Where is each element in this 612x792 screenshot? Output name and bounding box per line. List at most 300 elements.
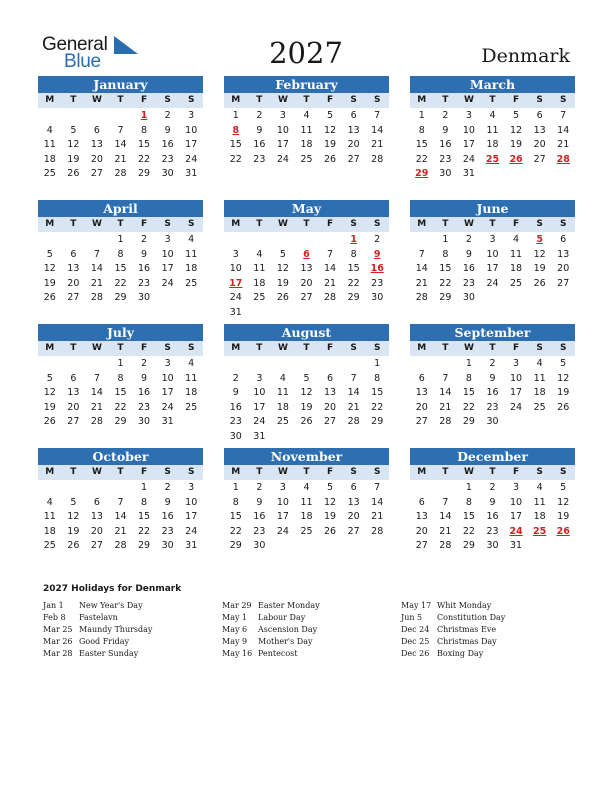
- month-november: [224, 448, 389, 554]
- empty-cell: [62, 109, 86, 124]
- day-cell: 21: [439, 401, 452, 413]
- holiday-name: Pentecost: [258, 649, 298, 658]
- weekday-header: [38, 465, 203, 480]
- day-cell: 4: [188, 358, 195, 369]
- holiday-date: Dec 26: [401, 649, 430, 658]
- day-cell: 3: [164, 358, 171, 369]
- weekday-header: [410, 217, 575, 232]
- day-cell: 7: [350, 372, 357, 384]
- day-cell: 18: [185, 263, 198, 275]
- day-cell: 20: [533, 139, 546, 151]
- day-cell: 7: [93, 248, 100, 260]
- month-december: [410, 448, 575, 554]
- day-cell: 6: [350, 482, 357, 493]
- day-cell: 19: [557, 387, 570, 399]
- holiday-name: New Year's Day: [79, 601, 143, 610]
- day-cell: 10: [276, 124, 289, 136]
- day-cell: 14: [90, 263, 103, 275]
- day-cell: 2: [374, 234, 381, 245]
- holiday-day-cell: 1: [140, 110, 148, 121]
- holiday-date: Mar 26: [43, 637, 73, 646]
- weekday-label: T: [256, 343, 263, 353]
- day-cell: 22: [138, 153, 151, 165]
- month-title: April: [38, 200, 203, 217]
- empty-cell: [248, 357, 272, 372]
- day-grid: [410, 108, 575, 182]
- day-cell: 6: [327, 372, 334, 384]
- day-cell: 28: [439, 416, 452, 428]
- day-cell: 1: [374, 358, 381, 369]
- day-cell: 23: [253, 153, 266, 165]
- day-cell: 15: [138, 511, 151, 523]
- day-cell: 2: [465, 234, 472, 245]
- day-cell: 19: [276, 277, 289, 289]
- day-cell: 14: [371, 496, 384, 508]
- day-cell: 14: [439, 511, 452, 523]
- day-cell: 30: [161, 168, 174, 180]
- holiday-date: May 1: [222, 613, 248, 622]
- day-cell: 17: [510, 387, 523, 399]
- weekday-label: T: [303, 467, 310, 477]
- day-cell: 17: [185, 139, 198, 151]
- day-cell: 18: [43, 525, 56, 537]
- holiday-row: [222, 612, 392, 624]
- day-grid: [224, 480, 389, 554]
- weekday-header: [224, 465, 389, 480]
- weekday-header: [410, 465, 575, 480]
- day-cell: 28: [324, 292, 337, 304]
- day-cell: 26: [324, 525, 337, 537]
- day-cell: 4: [46, 496, 53, 508]
- weekday-label: F: [140, 219, 148, 229]
- day-cell: 18: [486, 139, 499, 151]
- holiday-row: [43, 600, 213, 612]
- day-cell: 20: [347, 511, 360, 523]
- day-cell: 18: [300, 511, 313, 523]
- day-cell: 30: [138, 292, 151, 304]
- day-cell: 11: [185, 372, 198, 384]
- day-cell: 24: [185, 525, 198, 537]
- day-cell: 25: [300, 153, 313, 165]
- day-cell: 27: [67, 292, 80, 304]
- day-cell: 19: [43, 401, 56, 413]
- day-cell: 8: [374, 372, 381, 384]
- weekday-label: M: [231, 95, 241, 105]
- weekday-label: M: [417, 95, 427, 105]
- month-may: [224, 200, 389, 321]
- day-cell: 12: [300, 387, 313, 399]
- day-cell: 27: [300, 292, 313, 304]
- weekday-header: [224, 217, 389, 232]
- day-cell: 3: [188, 482, 195, 493]
- day-cell: 30: [462, 292, 475, 304]
- weekday-label: M: [45, 343, 55, 353]
- day-cell: 15: [114, 263, 127, 275]
- day-cell: 19: [557, 511, 570, 523]
- weekday-label: T: [70, 219, 77, 229]
- day-cell: 4: [536, 358, 543, 369]
- holiday-row: [222, 636, 392, 648]
- empty-cell: [224, 233, 248, 248]
- holiday-name: Whit Monday: [437, 601, 492, 610]
- day-cell: 27: [347, 153, 360, 165]
- day-cell: 19: [67, 525, 80, 537]
- day-cell: 25: [276, 416, 289, 428]
- weekday-header: [224, 341, 389, 356]
- day-cell: 12: [43, 387, 56, 399]
- day-cell: 8: [141, 124, 148, 136]
- day-cell: 5: [327, 110, 334, 121]
- weekday-label: M: [231, 343, 241, 353]
- weekday-label: T: [117, 343, 124, 353]
- weekday-label: S: [536, 343, 543, 353]
- day-cell: 5: [327, 482, 334, 493]
- holiday-row: [401, 648, 571, 660]
- holiday-day-cell: 17: [229, 277, 243, 289]
- day-cell: 30: [138, 416, 151, 428]
- day-cell: 21: [347, 401, 360, 413]
- day-cell: 17: [276, 511, 289, 523]
- day-cell: 21: [371, 139, 384, 151]
- holiday-name: Mother's Day: [258, 637, 313, 646]
- day-cell: 14: [324, 263, 337, 275]
- day-cell: 26: [324, 153, 337, 165]
- day-cell: 25: [43, 540, 56, 552]
- month-august: [224, 324, 389, 445]
- month-january: [38, 76, 203, 182]
- holiday-name: Good Friday: [79, 637, 130, 646]
- day-cell: 10: [229, 263, 242, 275]
- weekday-header: [38, 217, 203, 232]
- day-cell: 16: [439, 139, 452, 151]
- day-cell: 23: [161, 525, 174, 537]
- day-cell: 13: [67, 263, 80, 275]
- day-cell: 20: [300, 277, 313, 289]
- day-cell: 5: [46, 372, 53, 384]
- day-cell: 13: [347, 124, 360, 136]
- day-cell: 9: [232, 387, 239, 399]
- empty-cell: [109, 109, 133, 124]
- weekday-label: S: [187, 95, 195, 105]
- day-cell: 9: [141, 372, 148, 384]
- month-july: [38, 324, 203, 430]
- day-cell: 9: [256, 124, 263, 136]
- holiday-row: [222, 624, 392, 636]
- empty-cell: [271, 357, 295, 372]
- day-cell: 29: [347, 292, 360, 304]
- weekday-label: M: [45, 95, 55, 105]
- weekday-label: T: [256, 467, 263, 477]
- day-cell: 14: [114, 139, 127, 151]
- day-cell: 3: [232, 248, 239, 260]
- day-cell: 12: [510, 124, 523, 136]
- holiday-name: Maundy Thursday: [79, 625, 153, 634]
- weekday-label: W: [91, 467, 102, 477]
- day-cell: 4: [46, 124, 53, 136]
- weekday-label: S: [536, 95, 543, 105]
- day-cell: 28: [347, 416, 360, 428]
- weekday-label: S: [164, 467, 171, 477]
- day-cell: 16: [229, 401, 242, 413]
- holiday-row: [222, 600, 392, 612]
- holiday-day-cell: 6: [303, 248, 310, 260]
- day-cell: 25: [510, 277, 523, 289]
- empty-cell: [318, 233, 342, 248]
- day-cell: 2: [442, 110, 449, 121]
- holiday-name: Easter Monday: [258, 601, 320, 610]
- weekday-header: [224, 93, 389, 108]
- day-cell: 25: [533, 401, 546, 413]
- weekday-label: M: [231, 219, 241, 229]
- day-cell: 18: [533, 387, 546, 399]
- holiday-row: [401, 612, 571, 624]
- day-cell: 16: [161, 511, 174, 523]
- day-cell: 15: [462, 511, 475, 523]
- day-cell: 6: [93, 124, 100, 136]
- day-cell: 13: [324, 387, 337, 399]
- weekday-label: T: [489, 219, 496, 229]
- month-february: [224, 76, 389, 167]
- weekday-label: F: [140, 95, 148, 105]
- day-cell: 14: [90, 387, 103, 399]
- day-cell: 14: [557, 124, 570, 136]
- day-cell: 3: [279, 482, 286, 493]
- day-cell: 9: [164, 496, 171, 508]
- holiday-date: Mar 29: [222, 601, 252, 610]
- day-cell: 23: [138, 401, 151, 413]
- holiday-day-cell: 9: [373, 248, 381, 260]
- day-cell: 26: [67, 168, 80, 180]
- day-cell: 5: [46, 248, 53, 260]
- day-cell: 28: [439, 540, 452, 552]
- empty-cell: [85, 233, 109, 248]
- day-cell: 7: [560, 110, 567, 121]
- day-cell: 21: [439, 525, 452, 537]
- day-cell: 17: [161, 263, 174, 275]
- holiday-row: [43, 612, 213, 624]
- day-cell: 29: [229, 540, 242, 552]
- empty-cell: [38, 481, 62, 496]
- day-cell: 17: [276, 139, 289, 151]
- day-cell: 16: [161, 139, 174, 151]
- day-cell: 20: [415, 525, 428, 537]
- day-cell: 29: [138, 540, 151, 552]
- day-cell: 11: [533, 496, 546, 508]
- day-grid: [38, 108, 203, 182]
- day-cell: 2: [256, 110, 263, 121]
- day-cell: 10: [185, 496, 198, 508]
- day-grid: [410, 480, 575, 554]
- weekday-label: W: [463, 219, 474, 229]
- day-cell: 16: [138, 387, 151, 399]
- day-cell: 15: [229, 511, 242, 523]
- day-cell: 24: [462, 153, 475, 165]
- day-cell: 4: [303, 110, 310, 121]
- empty-cell: [295, 233, 319, 248]
- holiday-name: Fastelavn: [79, 613, 118, 622]
- day-cell: 20: [557, 263, 570, 275]
- day-cell: 16: [486, 387, 499, 399]
- country-name: Denmark: [481, 45, 570, 67]
- day-cell: 22: [462, 525, 475, 537]
- day-cell: 13: [415, 387, 428, 399]
- day-cell: 25: [253, 292, 266, 304]
- weekday-label: T: [442, 343, 449, 353]
- day-cell: 22: [439, 277, 452, 289]
- day-cell: 31: [161, 416, 174, 428]
- day-cell: 7: [117, 496, 124, 508]
- empty-cell: [62, 481, 86, 496]
- day-cell: 6: [560, 234, 567, 245]
- day-cell: 23: [486, 525, 499, 537]
- day-cell: 11: [510, 248, 523, 260]
- logo-blue-text: Blue: [64, 51, 101, 72]
- weekday-label: T: [117, 95, 124, 105]
- day-cell: 17: [161, 387, 174, 399]
- day-cell: 23: [486, 401, 499, 413]
- day-cell: 20: [67, 401, 80, 413]
- day-cell: 8: [465, 372, 472, 384]
- holiday-row: [43, 636, 213, 648]
- holiday-date: May 16: [222, 649, 253, 658]
- weekday-label: T: [303, 343, 310, 353]
- weekday-label: S: [187, 467, 195, 477]
- weekday-label: W: [277, 95, 288, 105]
- day-cell: 29: [439, 292, 452, 304]
- day-cell: 28: [371, 153, 384, 165]
- day-cell: 2: [256, 482, 263, 493]
- day-cell: 21: [371, 511, 384, 523]
- weekday-label: S: [536, 467, 543, 477]
- day-cell: 7: [93, 372, 100, 384]
- day-cell: 15: [114, 387, 127, 399]
- month-title: June: [410, 200, 575, 217]
- empty-cell: [85, 481, 109, 496]
- day-cell: 14: [371, 124, 384, 136]
- day-cell: 29: [114, 292, 127, 304]
- day-cell: 30: [486, 416, 499, 428]
- weekday-label: S: [164, 343, 171, 353]
- month-title: August: [224, 324, 389, 341]
- holiday-day-cell: 26: [509, 153, 523, 165]
- day-cell: 26: [276, 292, 289, 304]
- day-cell: 25: [300, 525, 313, 537]
- day-cell: 6: [350, 110, 357, 121]
- holiday-day-cell: 24: [509, 525, 523, 537]
- weekday-label: T: [303, 95, 310, 105]
- weekday-label: T: [256, 95, 263, 105]
- day-cell: 6: [93, 496, 100, 508]
- empty-cell: [38, 109, 62, 124]
- day-cell: 23: [161, 153, 174, 165]
- holiday-date: Dec 25: [401, 637, 430, 646]
- month-march: [410, 76, 575, 182]
- day-cell: 12: [557, 372, 570, 384]
- day-cell: 12: [557, 496, 570, 508]
- day-cell: 7: [418, 248, 425, 260]
- day-cell: 17: [185, 511, 198, 523]
- day-cell: 22: [462, 401, 475, 413]
- weekday-label: T: [70, 343, 77, 353]
- day-cell: 22: [114, 401, 127, 413]
- holiday-date: Feb 8: [43, 613, 66, 622]
- day-cell: 5: [560, 482, 567, 493]
- holiday-name: Christmas Day: [437, 637, 497, 646]
- day-cell: 11: [300, 496, 313, 508]
- day-cell: 21: [324, 277, 337, 289]
- day-cell: 22: [138, 525, 151, 537]
- day-cell: 11: [533, 372, 546, 384]
- day-cell: 19: [533, 263, 546, 275]
- weekday-label: M: [231, 467, 241, 477]
- day-cell: 3: [489, 234, 496, 245]
- day-cell: 6: [418, 496, 425, 508]
- day-cell: 14: [347, 387, 360, 399]
- day-cell: 30: [161, 540, 174, 552]
- empty-cell: [271, 233, 295, 248]
- day-cell: 16: [138, 263, 151, 275]
- holiday-date: May 6: [222, 625, 248, 634]
- weekday-label: W: [91, 219, 102, 229]
- day-cell: 8: [418, 124, 425, 136]
- day-cell: 23: [371, 277, 384, 289]
- day-cell: 6: [536, 110, 543, 121]
- month-title: December: [410, 448, 575, 465]
- day-cell: 26: [67, 540, 80, 552]
- day-cell: 20: [67, 277, 80, 289]
- weekday-label: W: [91, 343, 102, 353]
- day-cell: 18: [185, 387, 198, 399]
- day-cell: 10: [161, 372, 174, 384]
- weekday-label: T: [442, 467, 449, 477]
- holiday-row: [43, 648, 213, 660]
- day-cell: 27: [415, 416, 428, 428]
- day-cell: 9: [489, 372, 496, 384]
- empty-cell: [410, 481, 434, 496]
- weekday-label: W: [463, 95, 474, 105]
- weekday-label: T: [303, 219, 310, 229]
- day-cell: 11: [43, 511, 56, 523]
- day-cell: 29: [462, 540, 475, 552]
- day-grid: [410, 356, 575, 430]
- holiday-date: May 9: [222, 637, 248, 646]
- weekday-label: M: [417, 219, 427, 229]
- weekday-label: M: [45, 467, 55, 477]
- day-cell: 26: [300, 416, 313, 428]
- day-cell: 10: [276, 496, 289, 508]
- day-cell: 18: [276, 401, 289, 413]
- day-cell: 2: [489, 482, 496, 493]
- day-cell: 9: [465, 248, 472, 260]
- day-cell: 7: [442, 372, 449, 384]
- day-cell: 11: [486, 124, 499, 136]
- day-cell: 24: [229, 292, 242, 304]
- day-cell: 20: [90, 525, 103, 537]
- day-cell: 27: [90, 540, 103, 552]
- empty-cell: [85, 109, 109, 124]
- holiday-row: [401, 600, 571, 612]
- day-cell: 21: [114, 153, 127, 165]
- day-cell: 15: [462, 387, 475, 399]
- weekday-label: M: [45, 219, 55, 229]
- holiday-date: Jan 1: [43, 601, 64, 610]
- day-cell: 10: [253, 387, 266, 399]
- day-cell: 1: [465, 482, 472, 493]
- day-cell: 28: [415, 292, 428, 304]
- day-cell: 16: [253, 139, 266, 151]
- weekday-label: S: [164, 219, 171, 229]
- day-cell: 15: [415, 139, 428, 151]
